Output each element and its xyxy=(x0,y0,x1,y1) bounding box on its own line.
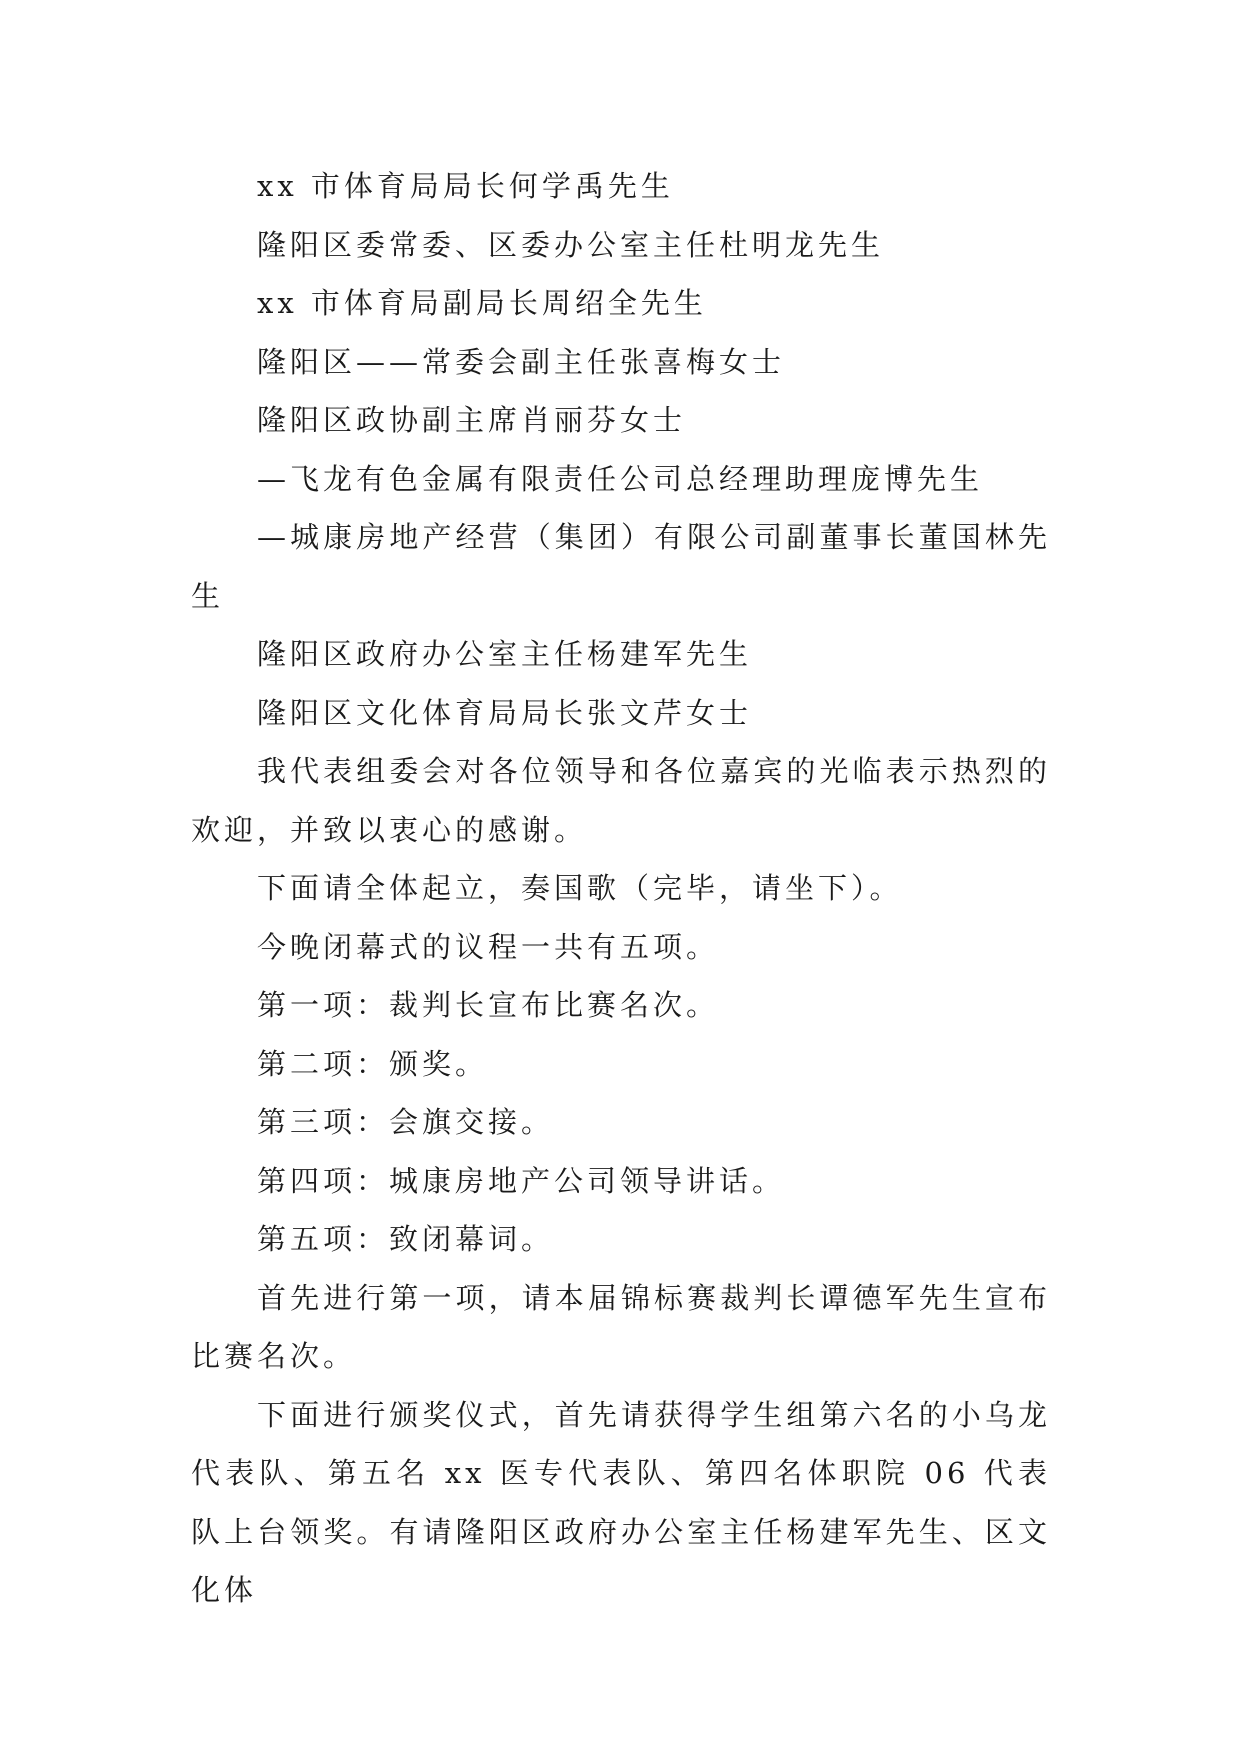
paragraph: 第五项：致闭幕词。 xyxy=(257,1222,555,1256)
document-body xyxy=(191,157,1051,1620)
paragraph: xx 市体育局副局长周绍全先生 xyxy=(257,286,707,320)
paragraph: 第四项：城康房地产公司领导讲话。 xyxy=(257,1163,786,1198)
paragraph: —飞龙有色金属有限责任公司总经理助理庞博先生 xyxy=(257,461,984,496)
paragraph: 隆阳区政府办公室主任杨建军先生 xyxy=(257,637,753,671)
paragraph: 隆阳区委常委、区委办公室主任杜明龙先生 xyxy=(257,227,885,262)
paragraph: 隆阳区政协副主席肖丽芬女士 xyxy=(257,403,687,437)
paragraph: 第一项：裁判长宣布比赛名次。 xyxy=(257,988,720,1022)
paragraph: —城康房地产经营（集团）有限公司副董事长董国林先生 xyxy=(191,520,1051,613)
paragraph: 第二项：颁奖。 xyxy=(257,1046,489,1081)
paragraph: 今晚闭幕式的议程一共有五项。 xyxy=(257,929,720,964)
paragraph: 首先进行第一项，请本届锦标赛裁判长谭德军先生宣布比赛名次。 xyxy=(191,1280,1051,1373)
paragraph: 第三项：会旗交接。 xyxy=(257,1105,555,1139)
paragraph: xx 市体育局局长何学禹先生 xyxy=(257,169,674,203)
paragraph: 下面进行颁奖仪式，首先请获得学生组第六名的小乌龙代表队、第五名 xx 医专代表队、第四名体职院 06 代表队上台领奖。有请隆阳区政府办公室主任杨建军先生、区文化体 xyxy=(191,1397,1051,1607)
paragraph: 下面请全体起立，奏国歌（完毕，请坐下）。 xyxy=(257,871,903,905)
paragraph: 我代表组委会对各位领导和各位嘉宾的光临表示热烈的欢迎，并致以衷心的感谢。 xyxy=(191,754,1051,847)
paragraph: 隆阳区——常委会副主任张喜梅女士 xyxy=(257,344,786,379)
paragraph: 隆阳区文化体育局局长张文芹女士 xyxy=(257,695,753,730)
